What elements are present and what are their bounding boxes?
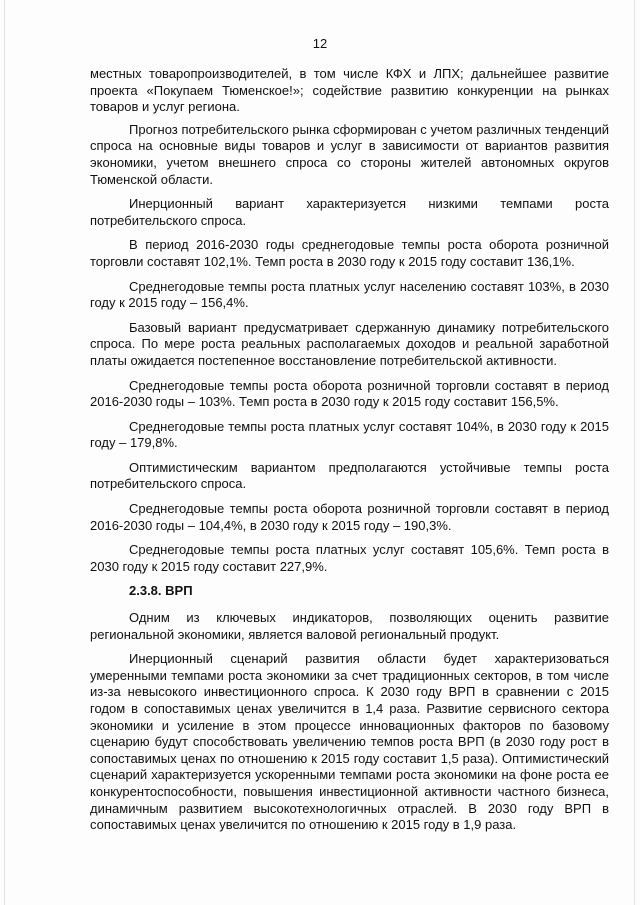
paragraph: Среднегодовые темпы роста оборота розничной торговли составят в период 2016-2030 годы – 104,4%, в 2030 году к 2015 году – 190,3%. <box>90 501 609 533</box>
paragraph: Среднегодовые темпы роста оборота розничной торговли составят в период 2016-2030 годы – 103%. Темп роста в 2030 году к 2015 году составит 156,5%. <box>90 377 609 410</box>
paragraph: Прогноз потребительского рынка сформирован с учетом различных тенденций спроса на основные виды товаров и услуг в зависимости от вариантов развития экономики, учетом внешнего спроса со стороны жителей автономных округов Тюменской области. <box>90 121 609 187</box>
paragraph: местных товаропроизводителей, в том числе КФХ и ЛПХ; дальнейшее развитие проекта «Покупаем Тюменское!»; содействие развитию конкуренции на рынках товаров и услуг региона. <box>90 66 609 115</box>
scan-edge-left <box>4 0 5 905</box>
paragraph: Одним из ключевых индикаторов, позволяющих оценить развитие региональной экономики, является валовой региональный продукт. <box>90 610 609 642</box>
paragraph: Среднегодовые темпы роста платных услуг населению составят 103%, в 2030 году к 2015 году – 156,4%. <box>90 278 609 311</box>
paragraph: Базовый вариант предусматривает сдержанную динамику потребительского спроса. По мере роста реальных располагаемых доходов и реальной заработной платы ожидается постепенное восстановление потребительской активности. <box>90 319 609 368</box>
paragraph: Инерционный вариант характеризуется низкими темпами роста потребительского спроса. <box>90 196 609 228</box>
scan-edge-right <box>634 0 635 905</box>
page-number: 12 <box>312 36 328 51</box>
paragraph: Оптимистическим вариантом предполагаются устойчивые темпы роста потребительского спроса. <box>90 459 609 492</box>
document-body <box>90 66 609 842</box>
paragraph: В период 2016-2030 годы среднегодовые темпы роста оборота розничной торговли составят 102,1%. Темп роста в 2030 году к 2015 году составит 136,1%. <box>90 237 609 269</box>
paragraph: Инерционный сценарий развития области будет характеризоваться умеренными темпами роста экономики за счет традиционных секторов, в том числе из-за невысокого инвестиционного спроса. К 2030 году ВРП в сравнении с 2015 годом в сопоставимых ценах увеличится в 1,4 раза. Развитие сервисного сектора экономики и усиление в этом процессе инновационных факторов по базовому сценарию будут способствовать увеличению темпов роста ВРП (в 2030 году рост в сопоставимых ценах по отношению к 2015 году составит 1,5 раза). Оптимистический сценарий характеризуется ускоренными темпами роста экономики на фоне роста ее конкурентоспособности, повышения инвестиционной активности частного бизнеса, динамичным развитием высокотехнологичных отраслей. В 2030 году ВРП в сопоставимых ценах увеличится по отношению к 2015 году в 1,9 раза. <box>90 651 609 833</box>
paragraph: Среднегодовые темпы роста платных услуг составят 105,6%. Темп роста в 2030 году к 2015 году составит 227,9%. <box>90 542 609 574</box>
section-heading: 2.3.8. ВРП <box>129 583 193 599</box>
paragraph: Среднегодовые темпы роста платных услуг составят 104%, в 2030 году к 2015 году – 179,8%. <box>90 418 609 451</box>
